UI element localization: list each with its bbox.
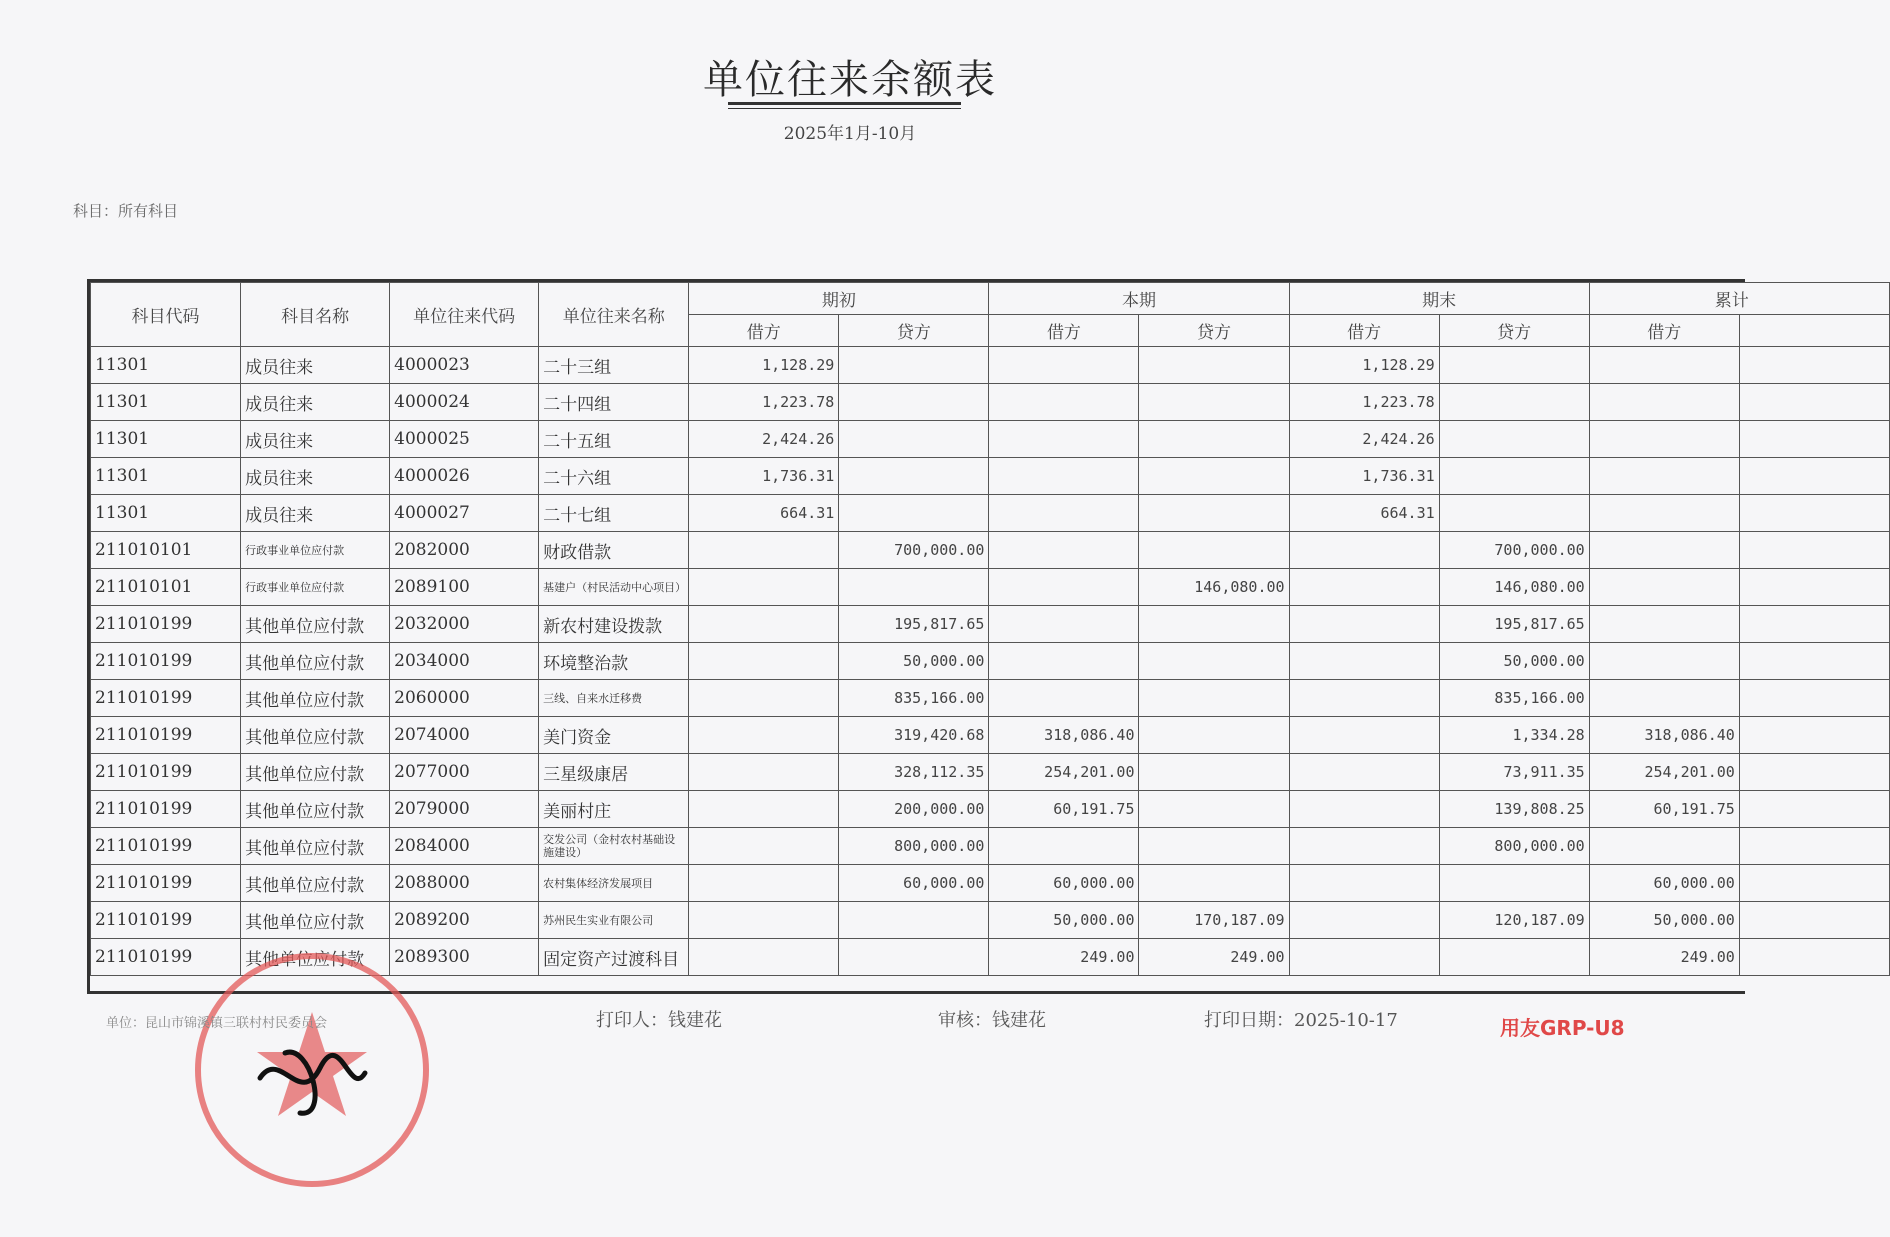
table-row bbox=[91, 458, 1890, 495]
cell-cumulative-debit bbox=[1589, 458, 1739, 495]
cell-cumulative-credit bbox=[1739, 495, 1889, 532]
cell-name: 其他单位应付款 bbox=[241, 717, 390, 754]
cell-cumulative-debit: 254,201.00 bbox=[1589, 754, 1739, 791]
table-row bbox=[91, 421, 1890, 458]
cell-current-debit: 254,201.00 bbox=[989, 754, 1139, 791]
cell-opening-credit bbox=[839, 421, 989, 458]
cell-current-debit: 318,086.40 bbox=[989, 717, 1139, 754]
cell-closing-credit: 50,000.00 bbox=[1439, 643, 1589, 680]
cell-unit-name: 财政借款 bbox=[539, 532, 689, 569]
cell-unit-code: 2077000 bbox=[390, 754, 539, 791]
cell-unit-code: 2082000 bbox=[390, 532, 539, 569]
cell-name: 成员往来 bbox=[241, 495, 390, 532]
cell-code: 211010101 bbox=[91, 569, 241, 606]
cell-opening-credit bbox=[839, 384, 989, 421]
cell-closing-credit: 120,187.09 bbox=[1439, 902, 1589, 939]
cell-name: 其他单位应付款 bbox=[241, 828, 390, 865]
header-cumulative-label: 累计 bbox=[1714, 291, 1749, 311]
cell-closing-debit: 2,424.26 bbox=[1289, 421, 1439, 458]
cell-unit-code: 4000023 bbox=[390, 347, 539, 384]
cell-opening-debit bbox=[689, 569, 839, 606]
cell-cumulative-credit bbox=[1739, 458, 1889, 495]
footer-unit: 单位：昆山市锦溪镇三联村村民委员会 bbox=[106, 1016, 328, 1031]
cell-current-credit bbox=[1139, 791, 1289, 828]
cell-code: 11301 bbox=[91, 495, 241, 532]
cell-closing-debit bbox=[1289, 532, 1439, 569]
cell-opening-credit: 835,166.00 bbox=[839, 680, 989, 717]
cell-closing-debit bbox=[1289, 606, 1439, 643]
cell-cumulative-debit bbox=[1589, 828, 1739, 865]
cell-cumulative-debit: 50,000.00 bbox=[1589, 902, 1739, 939]
cell-name: 行政事业单位应付款 bbox=[241, 569, 390, 606]
cell-closing-debit bbox=[1289, 791, 1439, 828]
cell-closing-credit: 139,808.25 bbox=[1439, 791, 1589, 828]
cell-cumulative-credit bbox=[1739, 717, 1889, 754]
cell-name: 其他单位应付款 bbox=[241, 680, 390, 717]
cell-unit-name: 三星级康居 bbox=[539, 754, 689, 791]
cell-code: 211010199 bbox=[91, 754, 241, 791]
table-row bbox=[91, 384, 1890, 421]
table-row bbox=[91, 902, 1890, 939]
cell-unit-code: 2088000 bbox=[390, 865, 539, 902]
cell-closing-credit bbox=[1439, 458, 1589, 495]
cell-cumulative-credit bbox=[1739, 384, 1889, 421]
cell-unit-code: 2060000 bbox=[390, 680, 539, 717]
cell-name: 成员往来 bbox=[241, 384, 390, 421]
cell-current-credit bbox=[1139, 347, 1289, 384]
cell-unit-code: 4000026 bbox=[390, 458, 539, 495]
header-debit: 借方 bbox=[1589, 315, 1739, 347]
table-row bbox=[91, 680, 1890, 717]
cell-opening-debit bbox=[689, 865, 839, 902]
cell-current-debit bbox=[989, 495, 1139, 532]
cell-closing-debit bbox=[1289, 902, 1439, 939]
cell-current-credit bbox=[1139, 680, 1289, 717]
cell-code: 211010101 bbox=[91, 532, 241, 569]
cell-opening-debit bbox=[689, 532, 839, 569]
cell-cumulative-debit bbox=[1589, 495, 1739, 532]
cell-cumulative-credit bbox=[1739, 939, 1889, 976]
cell-unit-name: 二十三组 bbox=[539, 347, 689, 384]
cell-current-credit: 249.00 bbox=[1139, 939, 1289, 976]
cell-cumulative-credit bbox=[1739, 347, 1889, 384]
header-code: 科目代码 bbox=[91, 283, 241, 347]
cell-opening-debit bbox=[689, 791, 839, 828]
cell-current-credit bbox=[1139, 717, 1289, 754]
table-body bbox=[91, 347, 1890, 976]
cell-code: 211010199 bbox=[91, 606, 241, 643]
cell-code: 211010199 bbox=[91, 865, 241, 902]
cell-current-credit: 146,080.00 bbox=[1139, 569, 1289, 606]
header-closing: 期末 bbox=[1289, 283, 1589, 315]
cell-unit-code: 2089300 bbox=[390, 939, 539, 976]
cell-cumulative-debit: 60,191.75 bbox=[1589, 791, 1739, 828]
cell-current-debit bbox=[989, 458, 1139, 495]
header-credit bbox=[1739, 315, 1889, 347]
header-name: 科目名称 bbox=[241, 283, 390, 347]
header-credit: 贷方 bbox=[839, 315, 989, 347]
cell-closing-credit: 73,911.35 bbox=[1439, 754, 1589, 791]
cell-opening-credit: 60,000.00 bbox=[839, 865, 989, 902]
cell-current-credit bbox=[1139, 384, 1289, 421]
cell-closing-debit bbox=[1289, 643, 1439, 680]
table-header-row-1 bbox=[91, 283, 1890, 315]
cell-current-credit bbox=[1139, 532, 1289, 569]
cell-cumulative-debit bbox=[1589, 421, 1739, 458]
cell-current-credit bbox=[1139, 421, 1289, 458]
report-title: 单位往来余额表 bbox=[703, 57, 997, 103]
cell-cumulative-credit bbox=[1739, 606, 1889, 643]
table-row bbox=[91, 532, 1890, 569]
table-row bbox=[91, 865, 1890, 902]
cell-code: 211010199 bbox=[91, 717, 241, 754]
cell-opening-debit: 1,128.29 bbox=[689, 347, 839, 384]
cell-opening-credit: 700,000.00 bbox=[839, 532, 989, 569]
cell-unit-name: 二十六组 bbox=[539, 458, 689, 495]
cell-unit-name: 三线、自来水迁移费 bbox=[539, 680, 689, 717]
cell-closing-debit bbox=[1289, 828, 1439, 865]
software-logo: 用友GRP-U8 bbox=[1500, 1016, 1625, 1040]
cell-name: 其他单位应付款 bbox=[241, 754, 390, 791]
table-row bbox=[91, 606, 1890, 643]
cell-closing-credit: 195,817.65 bbox=[1439, 606, 1589, 643]
cell-closing-credit bbox=[1439, 384, 1589, 421]
cell-name: 行政事业单位应付款 bbox=[241, 532, 390, 569]
cell-current-debit bbox=[989, 532, 1139, 569]
cell-opening-debit bbox=[689, 902, 839, 939]
report-period: 2025年1月-10月 bbox=[783, 124, 917, 144]
header-credit: 贷方 bbox=[1439, 315, 1589, 347]
header-debit: 借方 bbox=[989, 315, 1139, 347]
footer-reviewer: 审核：钱建花 bbox=[938, 1010, 1046, 1031]
cell-opening-debit: 1,223.78 bbox=[689, 384, 839, 421]
cell-cumulative-credit bbox=[1739, 569, 1889, 606]
cell-current-debit bbox=[989, 347, 1139, 384]
cell-cumulative-debit bbox=[1589, 680, 1739, 717]
table-row bbox=[91, 347, 1890, 384]
cell-opening-credit: 328,112.35 bbox=[839, 754, 989, 791]
title-underline bbox=[728, 102, 961, 105]
footer-print-date: 打印日期：2025-10-17 bbox=[1204, 1010, 1398, 1031]
cell-cumulative-credit bbox=[1739, 865, 1889, 902]
cell-current-debit: 50,000.00 bbox=[989, 902, 1139, 939]
cell-name: 其他单位应付款 bbox=[241, 865, 390, 902]
cell-opening-debit bbox=[689, 939, 839, 976]
cell-cumulative-credit bbox=[1739, 643, 1889, 680]
cell-cumulative-debit bbox=[1589, 384, 1739, 421]
cell-opening-debit bbox=[689, 717, 839, 754]
cell-opening-credit bbox=[839, 495, 989, 532]
cell-code: 211010199 bbox=[91, 643, 241, 680]
cell-cumulative-debit bbox=[1589, 347, 1739, 384]
cell-unit-name: 美丽村庄 bbox=[539, 791, 689, 828]
cell-closing-debit bbox=[1289, 680, 1439, 717]
cell-current-debit bbox=[989, 828, 1139, 865]
cell-unit-name: 农村集体经济发展项目 bbox=[539, 865, 689, 902]
cell-closing-credit bbox=[1439, 495, 1589, 532]
cell-current-credit bbox=[1139, 754, 1289, 791]
cell-current-debit: 60,000.00 bbox=[989, 865, 1139, 902]
cell-unit-name: 新农村建设拨款 bbox=[539, 606, 689, 643]
cell-current-debit: 249.00 bbox=[989, 939, 1139, 976]
cell-name: 其他单位应付款 bbox=[241, 791, 390, 828]
cell-current-debit bbox=[989, 606, 1139, 643]
cell-current-debit bbox=[989, 643, 1139, 680]
cell-opening-debit bbox=[689, 643, 839, 680]
cell-closing-debit bbox=[1289, 939, 1439, 976]
cell-name: 其他单位应付款 bbox=[241, 939, 390, 976]
cell-current-debit: 60,191.75 bbox=[989, 791, 1139, 828]
cell-closing-credit bbox=[1439, 865, 1589, 902]
balance-table bbox=[90, 282, 1890, 976]
balance-table-container bbox=[87, 279, 1749, 994]
cell-closing-credit bbox=[1439, 347, 1589, 384]
cell-closing-debit: 1,736.31 bbox=[1289, 458, 1439, 495]
cell-code: 211010199 bbox=[91, 828, 241, 865]
cell-unit-name: 二十七组 bbox=[539, 495, 689, 532]
header-cumulative bbox=[1589, 283, 1889, 315]
cell-unit-name: 二十四组 bbox=[539, 384, 689, 421]
cell-closing-credit bbox=[1439, 421, 1589, 458]
table-row bbox=[91, 754, 1890, 791]
cell-unit-name: 固定资产过渡科目 bbox=[539, 939, 689, 976]
cell-closing-credit bbox=[1439, 939, 1589, 976]
cell-current-credit bbox=[1139, 495, 1289, 532]
cell-unit-name: 二十五组 bbox=[539, 421, 689, 458]
cell-cumulative-credit bbox=[1739, 902, 1889, 939]
cell-cumulative-credit bbox=[1739, 754, 1889, 791]
cell-opening-debit bbox=[689, 754, 839, 791]
cell-cumulative-debit bbox=[1589, 606, 1739, 643]
cell-cumulative-credit bbox=[1739, 828, 1889, 865]
cell-closing-debit bbox=[1289, 865, 1439, 902]
table-row bbox=[91, 828, 1890, 865]
cell-cumulative-debit: 249.00 bbox=[1589, 939, 1739, 976]
cell-opening-credit bbox=[839, 939, 989, 976]
cell-code: 211010199 bbox=[91, 680, 241, 717]
cell-closing-debit: 664.31 bbox=[1289, 495, 1439, 532]
cell-current-debit bbox=[989, 680, 1139, 717]
cell-cumulative-debit bbox=[1589, 569, 1739, 606]
cell-current-credit bbox=[1139, 643, 1289, 680]
cell-code: 211010199 bbox=[91, 939, 241, 976]
cell-unit-code: 2084000 bbox=[390, 828, 539, 865]
cell-unit-code: 2089200 bbox=[390, 902, 539, 939]
cell-current-debit bbox=[989, 421, 1139, 458]
cell-name: 成员往来 bbox=[241, 347, 390, 384]
table-row bbox=[91, 717, 1890, 754]
cell-cumulative-credit bbox=[1739, 421, 1889, 458]
cell-name: 其他单位应付款 bbox=[241, 902, 390, 939]
cell-unit-code: 2034000 bbox=[390, 643, 539, 680]
cell-name: 成员往来 bbox=[241, 458, 390, 495]
cell-opening-credit bbox=[839, 902, 989, 939]
cell-closing-debit bbox=[1289, 717, 1439, 754]
cell-opening-debit bbox=[689, 828, 839, 865]
cell-name: 其他单位应付款 bbox=[241, 643, 390, 680]
cell-current-credit: 170,187.09 bbox=[1139, 902, 1289, 939]
table-row bbox=[91, 495, 1890, 532]
cell-opening-credit bbox=[839, 458, 989, 495]
cell-opening-debit: 2,424.26 bbox=[689, 421, 839, 458]
cell-current-debit bbox=[989, 384, 1139, 421]
cell-unit-name: 基建户（村民活动中心项目） bbox=[539, 569, 689, 606]
table-row bbox=[91, 569, 1890, 606]
cell-cumulative-credit bbox=[1739, 680, 1889, 717]
cell-name: 成员往来 bbox=[241, 421, 390, 458]
cell-code: 11301 bbox=[91, 384, 241, 421]
cell-opening-credit: 195,817.65 bbox=[839, 606, 989, 643]
cell-opening-credit: 800,000.00 bbox=[839, 828, 989, 865]
cell-cumulative-debit bbox=[1589, 643, 1739, 680]
cell-opening-debit: 664.31 bbox=[689, 495, 839, 532]
cell-closing-debit: 1,128.29 bbox=[1289, 347, 1439, 384]
cell-opening-debit bbox=[689, 606, 839, 643]
cell-unit-code: 2074000 bbox=[390, 717, 539, 754]
cell-closing-debit bbox=[1289, 569, 1439, 606]
header-unit-code: 单位往来代码 bbox=[390, 283, 539, 347]
cell-name: 其他单位应付款 bbox=[241, 606, 390, 643]
cell-cumulative-debit bbox=[1589, 532, 1739, 569]
cell-current-credit bbox=[1139, 865, 1289, 902]
cell-code: 11301 bbox=[91, 458, 241, 495]
cell-cumulative-credit bbox=[1739, 791, 1889, 828]
cell-current-credit bbox=[1139, 606, 1289, 643]
cell-cumulative-debit: 318,086.40 bbox=[1589, 717, 1739, 754]
header-unit-name: 单位往来名称 bbox=[539, 283, 689, 347]
cell-closing-credit: 700,000.00 bbox=[1439, 532, 1589, 569]
cell-code: 11301 bbox=[91, 347, 241, 384]
cell-current-credit bbox=[1139, 458, 1289, 495]
cell-unit-code: 2079000 bbox=[390, 791, 539, 828]
cell-unit-name: 苏州民生实业有限公司 bbox=[539, 902, 689, 939]
cell-closing-credit: 146,080.00 bbox=[1439, 569, 1589, 606]
official-seal bbox=[190, 948, 434, 1192]
cell-cumulative-credit bbox=[1739, 532, 1889, 569]
cell-unit-name: 美门资金 bbox=[539, 717, 689, 754]
cell-cumulative-debit: 60,000.00 bbox=[1589, 865, 1739, 902]
cell-opening-credit bbox=[839, 569, 989, 606]
cell-closing-debit bbox=[1289, 754, 1439, 791]
cell-unit-name: 环境整治款 bbox=[539, 643, 689, 680]
cell-unit-code: 4000024 bbox=[390, 384, 539, 421]
header-debit: 借方 bbox=[1289, 315, 1439, 347]
cell-code: 11301 bbox=[91, 421, 241, 458]
header-current: 本期 bbox=[989, 283, 1289, 315]
cell-opening-debit bbox=[689, 680, 839, 717]
cell-unit-name: 交发公司（金村农村基础设施建设） bbox=[539, 828, 689, 865]
cell-closing-credit: 1,334.28 bbox=[1439, 717, 1589, 754]
cell-closing-credit: 835,166.00 bbox=[1439, 680, 1589, 717]
footer-printer: 打印人：钱建花 bbox=[596, 1010, 722, 1031]
header-opening: 期初 bbox=[689, 283, 989, 315]
table-row bbox=[91, 791, 1890, 828]
cell-current-debit bbox=[989, 569, 1139, 606]
cell-closing-credit: 800,000.00 bbox=[1439, 828, 1589, 865]
subject-filter: 科目：所有科目 bbox=[73, 202, 179, 220]
cell-opening-credit bbox=[839, 347, 989, 384]
header-debit: 借方 bbox=[689, 315, 839, 347]
cell-unit-code: 2089100 bbox=[390, 569, 539, 606]
cell-code: 211010199 bbox=[91, 791, 241, 828]
cell-closing-debit: 1,223.78 bbox=[1289, 384, 1439, 421]
cell-unit-code: 4000027 bbox=[390, 495, 539, 532]
header-credit: 贷方 bbox=[1139, 315, 1289, 347]
table-row bbox=[91, 643, 1890, 680]
cell-opening-credit: 50,000.00 bbox=[839, 643, 989, 680]
title-underline-thin bbox=[728, 108, 961, 109]
cell-unit-code: 2032000 bbox=[390, 606, 539, 643]
cell-current-credit bbox=[1139, 828, 1289, 865]
cell-opening-debit: 1,736.31 bbox=[689, 458, 839, 495]
cell-code: 211010199 bbox=[91, 902, 241, 939]
cell-unit-code: 4000025 bbox=[390, 421, 539, 458]
cell-opening-credit: 200,000.00 bbox=[839, 791, 989, 828]
cell-opening-credit: 319,420.68 bbox=[839, 717, 989, 754]
